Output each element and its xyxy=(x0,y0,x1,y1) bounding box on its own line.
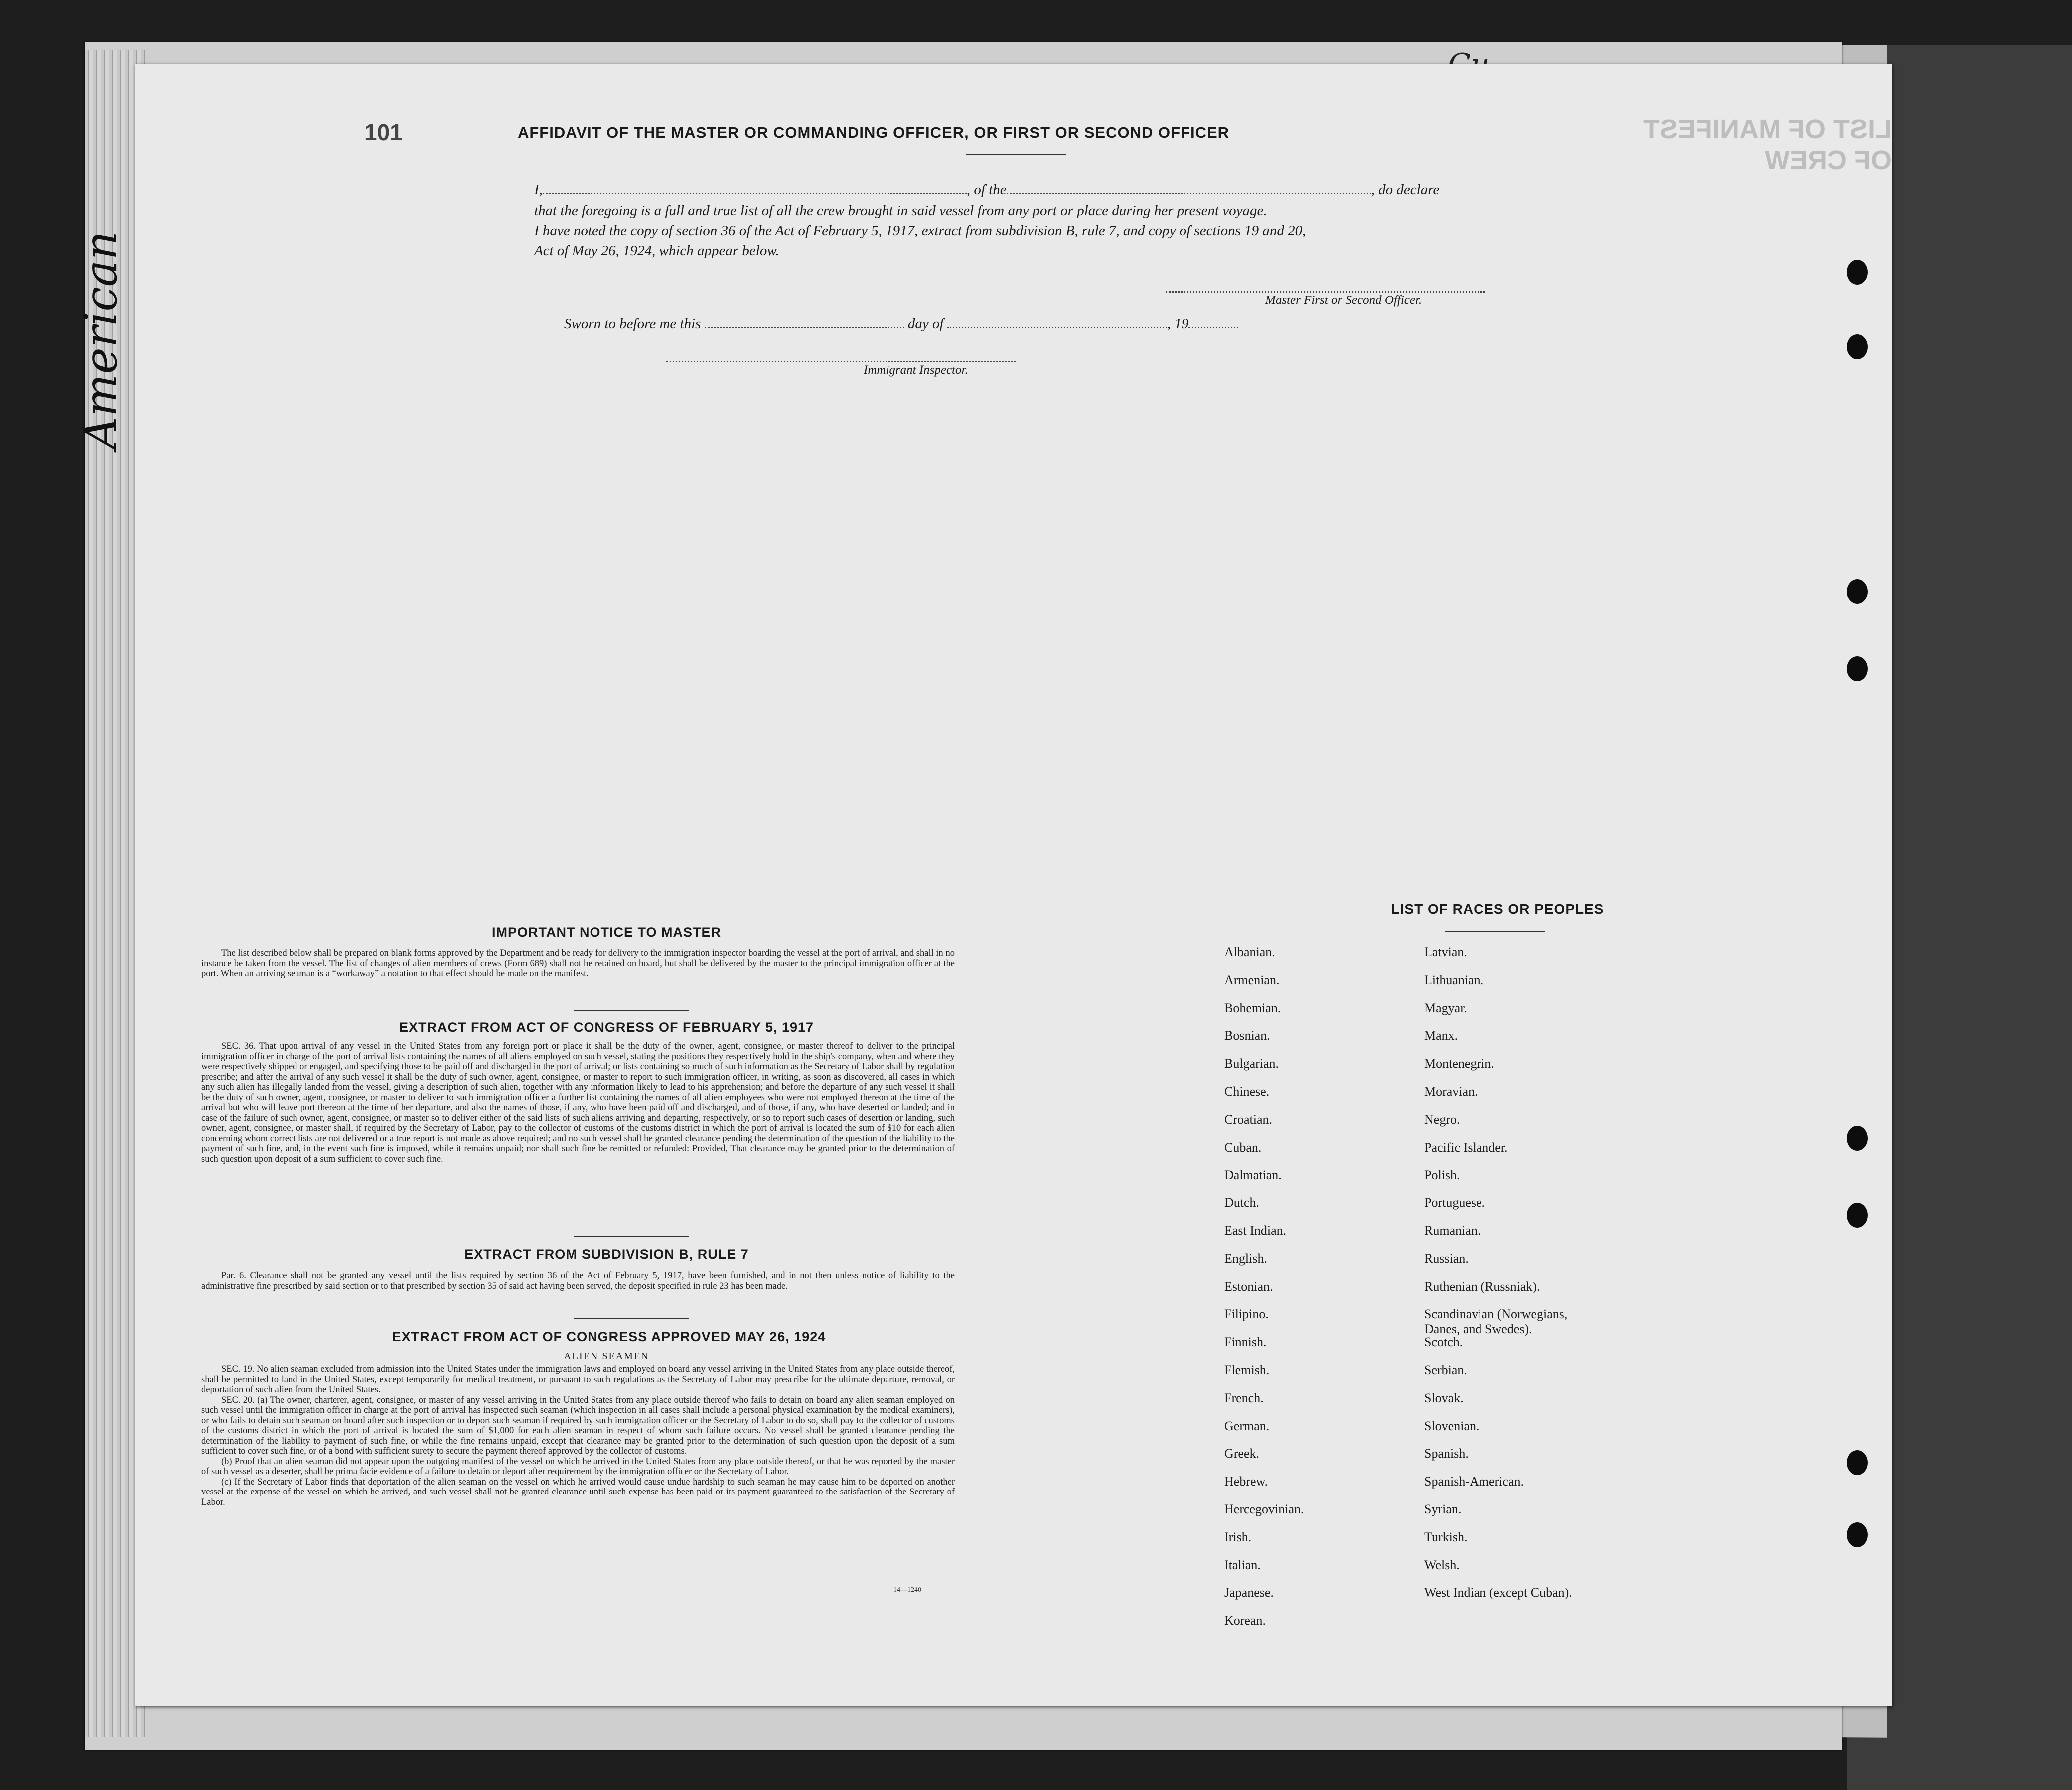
race-item: Syrian. xyxy=(1424,1502,1462,1516)
race-item: Armenian. xyxy=(1224,973,1280,987)
race-item: Finnish. xyxy=(1224,1335,1267,1349)
extract-1924-heading: EXTRACT FROM ACT OF CONGRESS APPROVED MAY 26, 1924 xyxy=(392,1329,826,1344)
par-6-paragraph: Par. 6. Clearance shall not be granted any vessel until the lists required by section 36 of the Act of February 5, 1917, have been furnished, and in not then unless notice of liability to the administrative fine prescribed by said section or to that prescribed by section 35 of said act having been served, the deposit specified in rule 23 has been made. xyxy=(201,1271,955,1291)
sec-19-paragraph: SEC. 19. No alien seaman excluded from admission into the United States under the immigration laws and employed on board any vessel arriving in the United States from any place outside thereof, shall be permitted to land in the United States, except temporarily for medical treatment, or pursuant to such regulations as the Secretary of Labor may prescribe for the ultimate departure, removal, or deportation of such alien from the United States. xyxy=(201,1364,955,1395)
race-item: Flemish. xyxy=(1224,1363,1270,1377)
race-item: Moravian. xyxy=(1424,1084,1478,1099)
race-item: Scotch. xyxy=(1424,1335,1463,1349)
notice-heading: IMPORTANT NOTICE TO MASTER xyxy=(492,925,721,940)
race-item: English. xyxy=(1224,1251,1267,1266)
affidavit-of-the: , of the xyxy=(966,182,1007,198)
divider xyxy=(574,1010,689,1011)
divider xyxy=(1445,931,1545,932)
punch-hole xyxy=(1847,1126,1868,1151)
rule7-text xyxy=(201,1271,955,1291)
sec-36-paragraph: SEC. 36. That upon arrival of any vessel in the United States from any foreign port or place it shall be the duty of the owner, agent, consignee, or master thereof to deliver to the principal immigration officer in charge of the port of arrival lists containing the names of all aliens employed on such vessel, stating the positions they respectively hold in the ship's company, when and where they were respectively shipped or engaged, and specifying those to be paid off and discharged in the port of arrival; or lists containing so much of such information as the Secretary of Labor shall by regulation prescribe; and after the arrival of any such vessel it shall be the duty of such owner, agent, consignee, or master to report to such immigration officer, in writing, as soon as discovered, all cases in which any such alien has illegally landed from the vessel, giving a description of such alien, together with any information likely to lead to his apprehension; and before the departure of any such vessel it shall be the duty of such owner, agent, consignee, or master to deliver to such immigration officer a further list containing the names of all alien employees who were not employed thereon at the time of the arrival but who will leave port thereon at the time of her departure, and also the names of those, if any, who have been paid off and discharged, and of those, if any, who have deserted or landed; and in case of the failure of such owner, agent, consignee, or master so to deliver either of the said lists of such aliens arriving and departing, respectively, or so to report such cases of desertion or landing, such owner, agent, consignee, or master shall, if required by the Secretary of Labor, pay to the collector of customs of the customs district in which the port of arrival is located the sum of $10 for each alien concerning whom correct lists are not delivered or a true report is not made as above required; and no such vessel shall be granted clearance pending the determination of the question of the liability to the payment of such fine, and, in the event such fine is imposed, while it remains unpaid; nor shall such fine be remitted or refunded: Provided, That clearance may be granted prior to the determination of such question upon deposit of a sum sufficient to cover such fine. xyxy=(201,1041,955,1164)
race-item: Bosnian. xyxy=(1224,1028,1270,1043)
extract-1924-text xyxy=(201,1364,955,1507)
margin-note: American xyxy=(75,231,127,449)
extract-1917-heading: EXTRACT FROM ACT OF CONGRESS OF FEBRUARY 5, 1917 xyxy=(399,1020,814,1035)
affidavit-do-declare: , do declare xyxy=(1371,182,1440,198)
extract-1917-text xyxy=(201,1041,955,1164)
race-item: Croatian. xyxy=(1224,1112,1273,1127)
form-number: 14—1240 xyxy=(893,1586,921,1594)
inspector-label: Immigrant Inspector. xyxy=(864,363,968,377)
race-item: Montenegrin. xyxy=(1424,1056,1494,1071)
punch-hole xyxy=(1847,260,1868,285)
race-item: Russian. xyxy=(1424,1251,1469,1266)
sec-20b-paragraph: (b) Proof that an alien seaman did not appear upon the outgoing manifest of the vessel on which he arrived in the United States from any place outside thereof, or that he was reported by the master of such vessel as a deserter, shall be prima facie evidence of a failure to detain or deport after requirement by the immigration officer or the Secretary of Labor. xyxy=(201,1456,955,1477)
sec-20a-paragraph: SEC. 20. (a) The owner, charterer, agent, consignee, or master of any vessel arriving in the United States from any place outside thereof who fails to detain on board any alien seaman employed on such vessel until the immigration officer in charge at the port of arrival has inspected such seaman (which inspection in all cases shall include a personal physical examination by the medical examiners), or who fails to detain such seaman on board after such inspection or to deport such seaman if required by such immigration officer or the Secretary of Labor to do so, shall pay to the collector of customs of the customs district in which the port of arrival is located the sum of $1,000 for each alien seaman in respect of whom such failure occurs. No vessel shall be granted clearance pending the determination of the liability to payment of such fine, or while the fine remains unpaid, except that clearance may be granted prior to the determination of such question upon the deposit of a sum sufficient to cover such fine, or of a bond with sufficient surety to secure the payment thereof approved by the collector of customs. xyxy=(201,1395,955,1456)
race-item: Portuguese. xyxy=(1424,1195,1485,1210)
race-item: Dalmatian. xyxy=(1224,1168,1282,1182)
race-item: Manx. xyxy=(1424,1028,1458,1043)
race-item: Negro. xyxy=(1424,1112,1460,1127)
punch-hole xyxy=(1847,1450,1868,1475)
race-item: Spanish. xyxy=(1424,1446,1469,1461)
document-page xyxy=(135,64,1892,1706)
sec-20c-paragraph: (c) If the Secretary of Labor finds that deportation of the alien seaman on the vessel on which he arrived would cause undue hardship to such seaman he may cause him to be deported on another vessel at the expense of the vessel on which he arrived, and such vessel shall not be granted clearance until such expense has been paid or its payment guaranteed to the satisfaction of the Secretary of Labor. xyxy=(201,1477,955,1507)
race-item: German. xyxy=(1224,1419,1270,1433)
race-item: Magyar. xyxy=(1424,1001,1467,1015)
race-item: Korean. xyxy=(1224,1613,1266,1628)
affidavit-line-4: Act of May 26, 1924, which appear below. xyxy=(534,243,779,259)
notice-paragraph: The list described below shall be prepared on blank forms approved by the Department and be ready for delivery to the immigration inspector boarding the vessel at the port of arrival, and shall in no instance be taken from the vessel. The list of changes of alien members of crews (Form 689) shall not be retained on board, but shall be delivered by the master to the principal immigration officer at the port. When an arriving seaman is a “workaway” a notation to that effect should be made on the manifest. xyxy=(201,948,955,979)
race-item: French. xyxy=(1224,1391,1264,1405)
signature-label: Master First or Second Officer. xyxy=(1265,294,1422,307)
race-item: Irish. xyxy=(1224,1530,1252,1544)
race-item: Dutch. xyxy=(1224,1195,1260,1210)
year-blank xyxy=(1188,327,1238,328)
race-item: Greek. xyxy=(1224,1446,1260,1461)
race-item: Lithuanian. xyxy=(1424,973,1484,987)
name-blank xyxy=(543,193,967,194)
punch-hole xyxy=(1847,1203,1868,1228)
affidavit-i: I, xyxy=(534,182,543,198)
signature-line xyxy=(1166,291,1485,293)
inspector-signature-line xyxy=(666,361,1016,362)
race-item: Filipino. xyxy=(1224,1307,1269,1321)
race-item: Hercegovinian. xyxy=(1224,1502,1304,1516)
punch-hole xyxy=(1847,334,1868,359)
punch-hole xyxy=(1847,1522,1868,1547)
race-item: Scandinavian (Norwegians, xyxy=(1424,1307,1568,1321)
bleed-through-title: LIST OF MANIFEST OF CREW xyxy=(1643,114,1892,175)
affidavit-line-3: I have noted the copy of section 36 of the Act of February 5, 1917, extract from subdivision B, rule 7, and copy of sections 19 and 20, xyxy=(534,223,1306,239)
rule7-heading: EXTRACT FROM SUBDIVISION B, RULE 7 xyxy=(464,1247,749,1262)
date-blank xyxy=(705,327,904,328)
race-item: Estonian. xyxy=(1224,1279,1273,1294)
race-item: Albanian. xyxy=(1224,945,1275,959)
race-item: Polish. xyxy=(1424,1168,1460,1182)
race-item: West Indian (except Cuban). xyxy=(1424,1585,1572,1600)
day-of-text: day of xyxy=(907,316,944,332)
race-item: Rumanian. xyxy=(1424,1223,1481,1238)
alien-seamen-subheading: ALIEN SEAMEN xyxy=(564,1351,649,1362)
race-item: Pacific Islander. xyxy=(1424,1140,1508,1155)
race-item: East Indian. xyxy=(1224,1223,1287,1238)
divider xyxy=(574,1236,689,1237)
divider xyxy=(574,1318,689,1319)
race-item: Latvian. xyxy=(1424,945,1467,959)
month-blank xyxy=(947,327,1167,328)
race-item: Bohemian. xyxy=(1224,1001,1281,1015)
race-item: Spanish-American. xyxy=(1424,1474,1524,1489)
race-item: Turkish. xyxy=(1424,1530,1468,1544)
page-number: 101 xyxy=(364,119,403,145)
race-item: Chinese. xyxy=(1224,1084,1270,1099)
affidavit-line-2: that the foregoing is a full and true list of all the crew brought in said vessel from any port or place during her present voyage. xyxy=(534,203,1267,219)
year-text: , 19 xyxy=(1167,316,1189,332)
race-item: Japanese. xyxy=(1224,1585,1274,1600)
punch-hole xyxy=(1847,579,1868,604)
race-item: Italian. xyxy=(1224,1558,1261,1572)
vessel-blank xyxy=(1007,193,1371,194)
affidavit-heading: AFFIDAVIT OF THE MASTER OR COMMANDING OFFICER, OR FIRST OR SECOND OFFICER xyxy=(517,124,1230,141)
races-heading: LIST OF RACES OR PEOPLES xyxy=(1391,901,1604,917)
punch-hole xyxy=(1847,656,1868,681)
race-item: Serbian. xyxy=(1424,1363,1467,1377)
divider xyxy=(966,154,1066,155)
race-item: Hebrew. xyxy=(1224,1474,1268,1489)
race-item: Ruthenian (Russniak). xyxy=(1424,1279,1540,1294)
race-item: Cuban. xyxy=(1224,1140,1262,1155)
race-item: Slovenian. xyxy=(1424,1419,1480,1433)
race-item: Danes, and Swedes). xyxy=(1424,1322,1532,1336)
sworn-line xyxy=(564,316,1238,332)
sworn-text: Sworn to before me this xyxy=(564,316,701,332)
race-item: Welsh. xyxy=(1424,1558,1460,1572)
notice-text xyxy=(201,948,955,979)
race-item: Slovak. xyxy=(1424,1391,1464,1405)
affidavit-line-1 xyxy=(534,182,1439,198)
race-item: Bulgarian. xyxy=(1224,1056,1279,1071)
